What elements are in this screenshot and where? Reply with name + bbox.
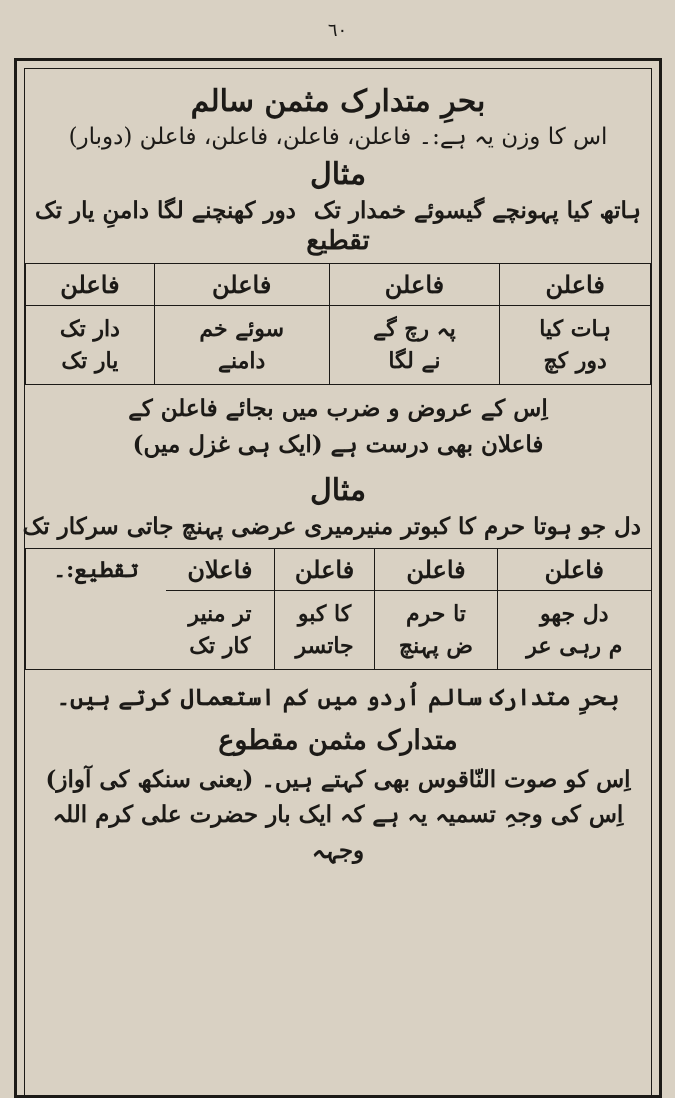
example-heading-2: مثال	[309, 472, 367, 508]
table-cell: یار تک	[26, 345, 155, 385]
table-cell: دار تک	[26, 306, 155, 346]
note-paragraph-2: بحرِ متدارک سالم اُردو میں کم استعمال کرتے ہیں۔	[56, 683, 620, 711]
example-verse-2	[22, 512, 651, 540]
page-content	[24, 68, 652, 1095]
example-verse-1	[25, 197, 651, 224]
example-heading-1: مثال	[309, 157, 367, 193]
table-cell: کار تک	[166, 630, 274, 669]
wazn-line: اس کا وزن یہ ہے:۔ فاعلن، فاعلن، فاعلن، فاعلن (دوبار)	[68, 124, 608, 150]
table-header-cell: فاعلن	[497, 549, 651, 591]
table-header-cell: فاعلن	[274, 549, 375, 591]
table-cell: سوئے خم	[154, 306, 329, 346]
scansion-table-2	[166, 549, 651, 669]
scansion-label-2: تقطیع:۔	[25, 549, 166, 669]
table-cell: ہات کیا	[500, 306, 651, 346]
verse-2-first-hemistich: دل جو ہوتا حرم کا کبوتر منیر	[354, 512, 641, 540]
note-1-line-1: اِس کے عروض و ضرب میں بجائے فاعلن کے	[128, 395, 548, 423]
note-1-line-2: فاعلان بھی درست ہے (ایک ہی غزل میں)	[132, 430, 544, 458]
table-row	[166, 590, 651, 630]
meter-title: بحرِ متدارک مثمن سالم	[190, 84, 486, 119]
scansion-block-2	[25, 548, 651, 670]
page-number: ٦٠	[327, 20, 348, 41]
table-cell: دور کچ	[500, 345, 651, 385]
table-cell: دل جھو	[497, 590, 651, 630]
table-row	[26, 345, 651, 385]
table-header-cell: فاعلن	[329, 264, 500, 306]
table-header-row	[166, 549, 651, 591]
verse-1-first-hemistich: ہاتھ کیا پہونچے گیسوئے خمدار تک	[313, 197, 641, 225]
verse-1-second-hemistich: دور کھنچنے لگا دامنِ یار تک	[35, 197, 296, 225]
page-frame	[14, 58, 662, 1098]
table-cell: تر منیر	[166, 590, 274, 630]
table-row	[166, 630, 651, 669]
table-cell: پہ رچ گے	[329, 306, 500, 346]
verse-2-second-hemistich: میری عرضی پہنچ جاتی سرکار تک	[22, 512, 355, 540]
note-3-line: اِس کو صوت النّاقوس بھی کہتے ہیں۔ (یعنی سنکھ کی آواز)	[45, 765, 631, 793]
table-cell: م رہی عر	[497, 630, 651, 669]
scansion-heading-1: تقطیع	[306, 226, 370, 257]
meter-title-2: متدارک مثمن مقطوع	[218, 725, 458, 757]
note-4-line: اِس کی وجہِ تسمیہ یہ ہے کہ ایک بار حضرت علی کرم اللہ وجہہ	[52, 801, 624, 864]
table-header-cell: فاعلن	[154, 264, 329, 306]
table-cell: جاتسر	[274, 630, 375, 669]
table-header-row	[26, 264, 651, 306]
scansion-table-1	[25, 263, 651, 385]
table-cell: تا حرم	[375, 590, 497, 630]
table-header-cell: فاعلان	[166, 549, 274, 591]
note-paragraph-3	[25, 762, 651, 875]
table-header-cell: فاعلن	[500, 264, 651, 306]
note-paragraph-1	[25, 385, 651, 468]
table-cell: کا کبو	[274, 590, 375, 630]
table-cell: ض پہنچ	[375, 630, 497, 669]
table-header-cell: فاعلن	[26, 264, 155, 306]
table-cell: دامنے	[154, 345, 329, 385]
table-header-cell: فاعلن	[375, 549, 497, 591]
table-row	[26, 306, 651, 346]
table-cell: نے لگا	[329, 345, 500, 385]
